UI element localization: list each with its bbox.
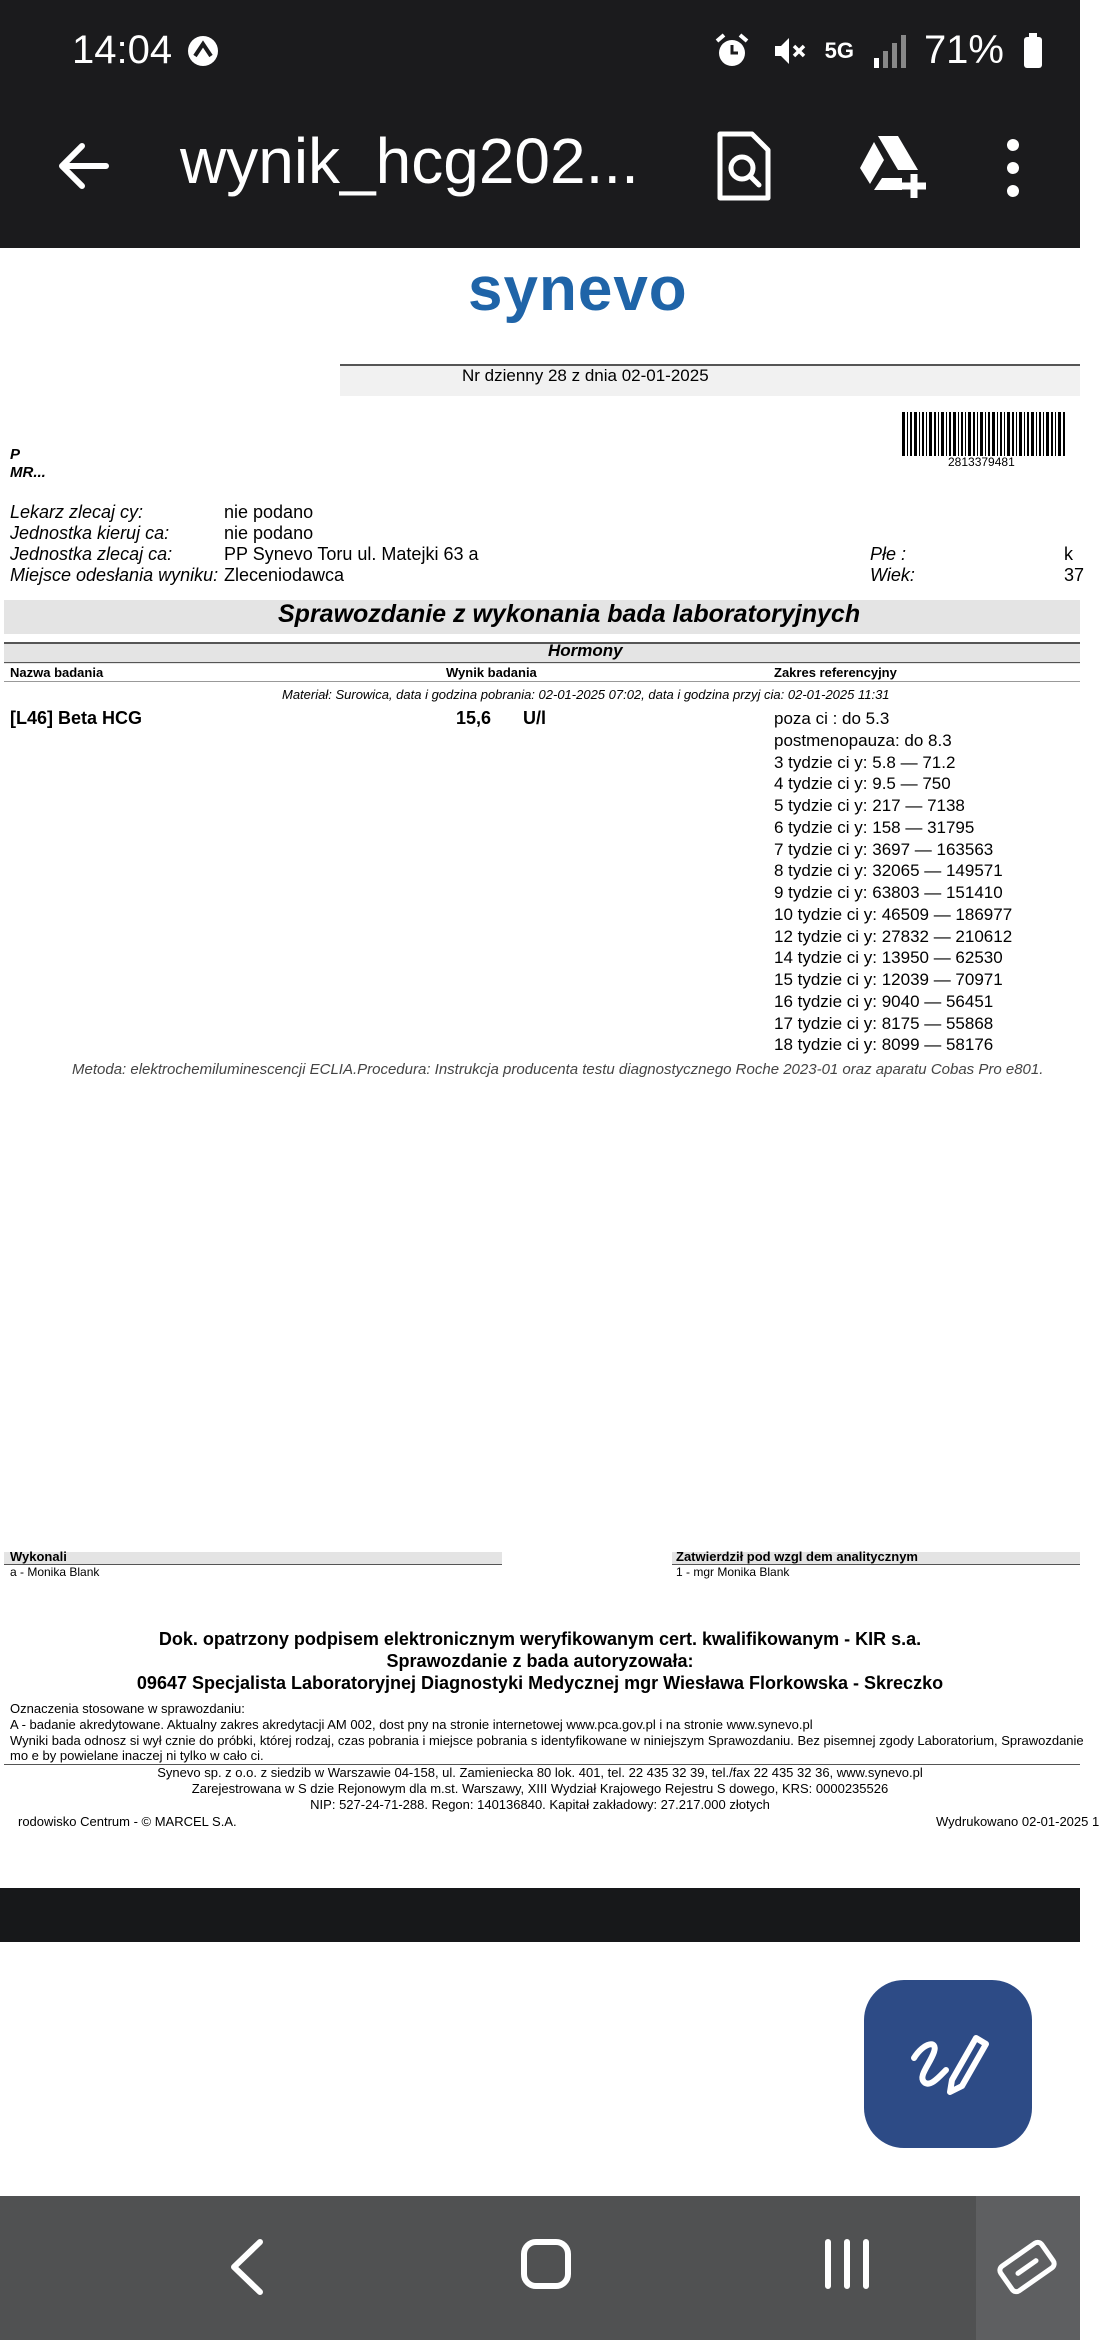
page-separator	[0, 1888, 1080, 1942]
reference-range-item: 16 tydzie ci y: 9040 — 56451	[774, 992, 994, 1011]
age-value: 37	[1064, 565, 1085, 585]
field-label-ordering-unit: Jednostka zlecaj ca:	[10, 544, 173, 564]
more-vert-icon[interactable]	[1000, 138, 1026, 198]
signature-line: 09647 Specjalista Laboratoryjnej Diagnostyki Medycznej mgr Wiesława Florkowska - Skreczko	[136, 1673, 944, 1693]
nav-back-icon[interactable]	[220, 2236, 280, 2298]
signal-icon	[872, 32, 906, 70]
reference-range-item: 17 tydzie ci y: 8175 — 55868	[774, 1014, 994, 1033]
nav-recents-icon[interactable]	[820, 2238, 874, 2290]
divider	[4, 681, 1080, 682]
notes-line: Oznaczenia stosowane w sprawozdaniu:	[10, 1701, 245, 1716]
order-number: Nr dzienny 28 z dnia 02-01-2025	[462, 366, 709, 385]
test-result: 15,6	[456, 708, 492, 728]
patient-name-line2: MR...	[10, 464, 46, 481]
test-unit: U/l	[523, 708, 547, 728]
material-info: Materiał: Surowica, data i godzina pobrania: 02-01-2025 07:02, data i godzina przyj cia: 02-01-2025 11:31	[282, 687, 890, 702]
reference-range-item: postmenopauza: do 8.3	[774, 731, 952, 750]
field-label-referring-unit: Jednostka kieruj ca:	[10, 523, 170, 543]
column-header-result: Wynik badania	[446, 665, 537, 680]
footer-left: rodowisko Centrum - © MARCEL S.A.	[18, 1814, 237, 1829]
signature-line: Sprawozdanie z bada autoryzowała:	[386, 1651, 694, 1671]
barcode-number: 2813379481	[948, 455, 1015, 469]
pdf-page[interactable]	[0, 248, 1099, 1888]
notes-line: mo e by powielane inaczej ni tylko w cało ci.	[10, 1748, 264, 1763]
reference-range-item: 8 tydzie ci y: 32065 — 149571	[774, 861, 1003, 880]
status-time: 14:04	[72, 28, 173, 72]
reference-range-item: 3 tydzie ci y: 5.8 — 71.2	[774, 753, 956, 772]
notes-line: A - badanie akredytowane. Aktualny zakres akredytacji AM 002, dost pny na stronie internetowej www.pca.gov.pl i na stronie www.synevo.pl	[10, 1717, 813, 1732]
column-header-test: Nazwa badania	[10, 665, 104, 680]
back-arrow-icon[interactable]	[52, 134, 116, 198]
document-title: wynik_hcg202...	[180, 125, 639, 197]
field-value-doctor: nie podano	[224, 502, 314, 522]
reference-range-item: 9 tydzie ci y: 63803 — 151410	[774, 883, 1003, 902]
alarm-icon	[713, 32, 751, 70]
reference-range-item: 4 tydzie ci y: 9.5 — 750	[774, 774, 951, 793]
divider	[4, 662, 1080, 663]
field-label-send-to: Miejsce odesłania wyniku:	[10, 565, 219, 585]
footer-right: Wydrukowano 02-01-2025 1	[936, 1814, 1099, 1829]
reference-range-item: poza ci : do 5.3	[774, 709, 890, 728]
performed-by-label: Wykonali	[10, 1549, 67, 1564]
vpn-status-icon	[186, 34, 220, 68]
field-value-send-to: Zleceniodawca	[224, 565, 345, 585]
search-document-icon[interactable]	[712, 130, 776, 202]
rotate-icon	[992, 2232, 1062, 2302]
approved-by-label: Zatwierdził pod wzgl dem analitycznym	[676, 1549, 918, 1564]
age-label: Wiek:	[870, 565, 915, 585]
network-type: 5G	[824, 37, 854, 63]
company-line: Synevo sp. z o.o. z siedzib w Warszawie 04-158, ul. Zamieniecka 80 lok. 401, tel. 22 435 32 39, tel./fax 22 435 32 36, www.synevo.pl	[157, 1765, 923, 1780]
field-label-doctor: Lekarz zlecaj cy:	[10, 502, 144, 522]
reference-range-item: 5 tydzie ci y: 217 — 7138	[774, 796, 965, 815]
performed-by-bar	[4, 1552, 502, 1565]
performed-by-value: a - Monika Blank	[10, 1565, 100, 1579]
reference-range-item: 15 tydzie ci y: 12039 — 70971	[774, 970, 1003, 989]
reference-range-item: 14 tydzie ci y: 13950 — 62530	[774, 948, 1003, 967]
method-note: Metoda: elektrochemiluminescencji ECLIA.Procedura: Instrukcja producenta testu diagnostycznego Roche 2023-01 oraz aparatu Cobas Pro e801.	[72, 1061, 1044, 1078]
battery-icon	[1022, 32, 1044, 70]
company-line: NIP: 527-24-71-288. Regon: 140136840. Kapitał zakładowy: 27.217.000 złotych	[310, 1797, 770, 1812]
status-indicators	[713, 28, 1044, 73]
reference-range-item: 6 tydzie ci y: 158 — 31795	[774, 818, 975, 837]
synevo-logo: synevo	[468, 255, 688, 324]
reference-range-item: 10 tydzie ci y: 46509 — 186977	[774, 905, 1013, 924]
drive-add-icon[interactable]	[852, 132, 932, 202]
sex-value: k	[1064, 544, 1073, 564]
sex-label: Płe :	[870, 544, 907, 564]
annotate-pen-icon	[906, 2020, 992, 2106]
reference-range-item: 7 tydzie ci y: 3697 — 163563	[774, 840, 994, 859]
section-name: Hormony	[548, 641, 623, 660]
mute-icon	[769, 32, 807, 70]
company-line: Zarejestrowana w S dzie Rejonowym dla m.st. Warszawy, XIII Wydział Krajowego Rejestru S dowego, KRS: 0000235526	[191, 1781, 889, 1796]
patient-name: P	[10, 446, 21, 463]
column-header-reference: Zakres referencyjny	[774, 665, 897, 680]
report-title: Sprawozdanie z wykonania bada laboratoryjnych	[278, 600, 861, 628]
reference-range-item: 18 tydzie ci y: 8099 — 58176	[774, 1035, 994, 1054]
approved-by-value: 1 - mgr Monika Blank	[676, 1565, 790, 1579]
notes-line: Wyniki bada odnosz si wył cznie do próbki, której rodzaj, czas pobrania i miejsce pobrania s identyfikowane w niniejszym Sprawozdaniu. Bez pisemnej zgody Laboratorium, Sprawozdanie	[10, 1733, 1084, 1748]
section-bar	[4, 642, 1080, 664]
field-value-ordering-unit: PP Synevo Toru ul. Matejki 63 a	[224, 544, 479, 564]
reference-range-item: 12 tydzie ci y: 27832 — 210612	[774, 927, 1013, 946]
barcode-image	[902, 412, 1068, 456]
signature-line: Dok. opatrzony podpisem elektronicznym weryfikowanym cert. kwalifikowanym - KIR s.a.	[158, 1629, 922, 1649]
order-number-bar	[340, 364, 1080, 396]
nav-home-icon[interactable]	[520, 2238, 572, 2290]
battery-percent: 71%	[923, 28, 1004, 72]
test-name: [L46] Beta HCG	[10, 708, 143, 728]
field-value-referring-unit: nie podano	[224, 523, 314, 543]
